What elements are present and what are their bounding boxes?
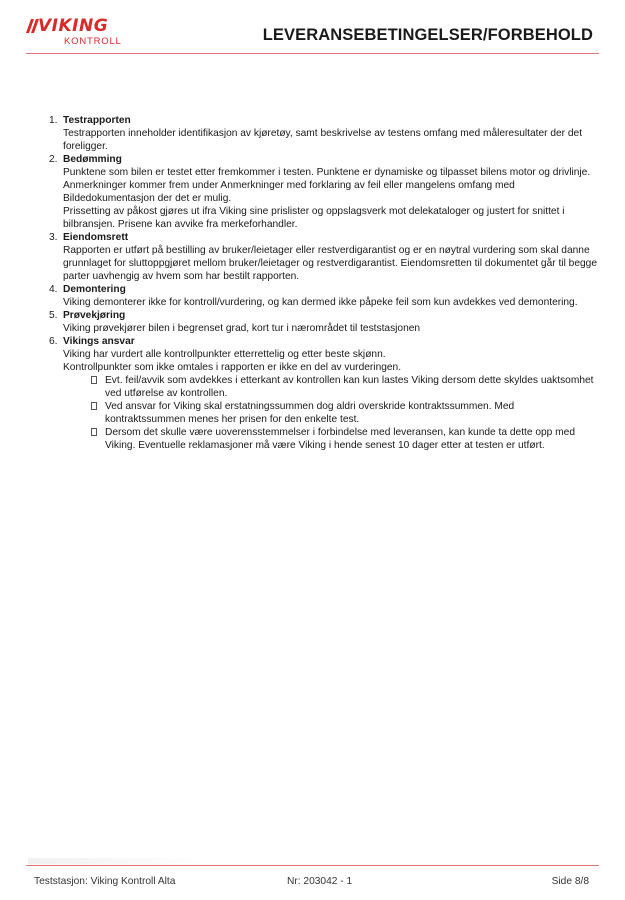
footer-divider — [26, 865, 599, 866]
term-section — [42, 309, 597, 335]
page-title: LEVERANSEBETINGELSER/FORBEHOLD — [262, 26, 593, 44]
section-heading: Testrapporten — [63, 115, 131, 126]
section-number: 6. — [49, 336, 58, 347]
section-heading: Demontering — [63, 284, 126, 295]
footer-watermark-strip — [28, 858, 208, 864]
missing-glyph-box-icon — [91, 376, 97, 384]
footer-station: Teststasjon: Viking Kontroll Alta — [34, 876, 176, 887]
term-section — [42, 335, 597, 452]
section-heading: Bedømming — [63, 154, 122, 165]
section-paragraph: Viking prøvekjører bilen i begrenset grad, kort tur i nærområdet til teststasjonen — [63, 323, 421, 334]
term-section — [42, 231, 597, 283]
section-paragraph: Prissetting av påkost gjøres ut ifra Viking sine prislister og oppslagsverk mot delekataloger og justert for snittet i bilbransjen. Prisene kan avvike fra merkeforhandler. — [63, 206, 565, 230]
section-number: 2. — [49, 154, 58, 165]
header-divider — [26, 53, 599, 54]
bullet-item — [91, 426, 597, 452]
section-number: 3. — [49, 232, 58, 243]
term-section — [42, 114, 597, 153]
section-paragraph: Testrapporten inneholder identifikasjon av kjøretøy, samt beskrivelse av testens omfang med måleresultater der det foreligger. — [63, 128, 583, 152]
footer-report-number: Nr: 203042 - 1 — [287, 876, 353, 887]
section-paragraph: Anmerkninger kommer frem under Anmerkninger med forklaring av feil eller mangelens omfang med Bildedokumentasjon der det er mulig. — [63, 180, 515, 204]
section-paragraph: Kontrollpunkter som ikke omtales i rapporten er ikke en del av vurderingen. — [63, 362, 402, 373]
liability-bullets — [63, 374, 597, 452]
term-section — [42, 283, 597, 309]
section-heading: Eiendomsrett — [63, 232, 129, 243]
section-paragraph: Rapporten er utført på bestilling av bruker/leietager eller restverdigarantist og er en nøytral vurdering som skal danne grunnlaget for sluttoppgjøret mellom bruker/leietager og restverdigarantist. Eiendomsretten til dokumentet går til begge parter uavhengig av hvem som har bestilt rapporten. — [63, 245, 597, 282]
section-number: 1. — [49, 115, 58, 126]
bullet-text: Evt. feil/avvik som avdekkes i etterkant av kontrollen kan kun lastes Viking dersom dette skyldes uaktsomhet ved utførelse av kontrollen. — [105, 375, 594, 399]
bullet-item — [91, 400, 597, 426]
section-paragraph: Viking har vurdert alle kontrollpunkter etterrettelig og etter beste skjønn. — [63, 349, 386, 360]
bullet-text: Ved ansvar for Viking skal erstatningssummen dog aldri overskride kontraktssummen. Med kontraktssummen menes her prisen for den enkelte test. — [105, 401, 515, 425]
term-section — [42, 153, 597, 231]
section-number: 4. — [49, 284, 58, 295]
missing-glyph-box-icon — [91, 428, 97, 436]
missing-glyph-box-icon — [91, 402, 97, 410]
terms-list — [42, 114, 597, 452]
section-heading: Prøvekjøring — [63, 310, 126, 321]
section-paragraph: Viking demonterer ikke for kontroll/vurdering, og kan dermed ikke påpeke feil som kun avdekkes ved demontering. — [63, 297, 578, 308]
bullet-item — [91, 374, 597, 400]
logo-subtitle: KONTROLL — [64, 36, 122, 47]
footer-page-number: Side 8/8 — [551, 876, 589, 887]
section-number: 5. — [49, 310, 58, 321]
section-heading: Vikings ansvar — [63, 336, 135, 347]
company-logo — [26, 16, 126, 48]
logo-wordmark: VIKING — [38, 16, 109, 36]
bullet-text: Dersom det skulle være uoverensstemmelser i forbindelse med leveransen, kan kunde ta dette opp med Viking. Eventuelle reklamasjoner må være Viking i hende senest 10 dager etter at testen er utført. — [105, 427, 575, 451]
section-paragraph: Punktene som bilen er testet etter fremkommer i testen. Punktene er dynamiske og tilpasset bilens motor og drivlinje. — [63, 167, 591, 178]
